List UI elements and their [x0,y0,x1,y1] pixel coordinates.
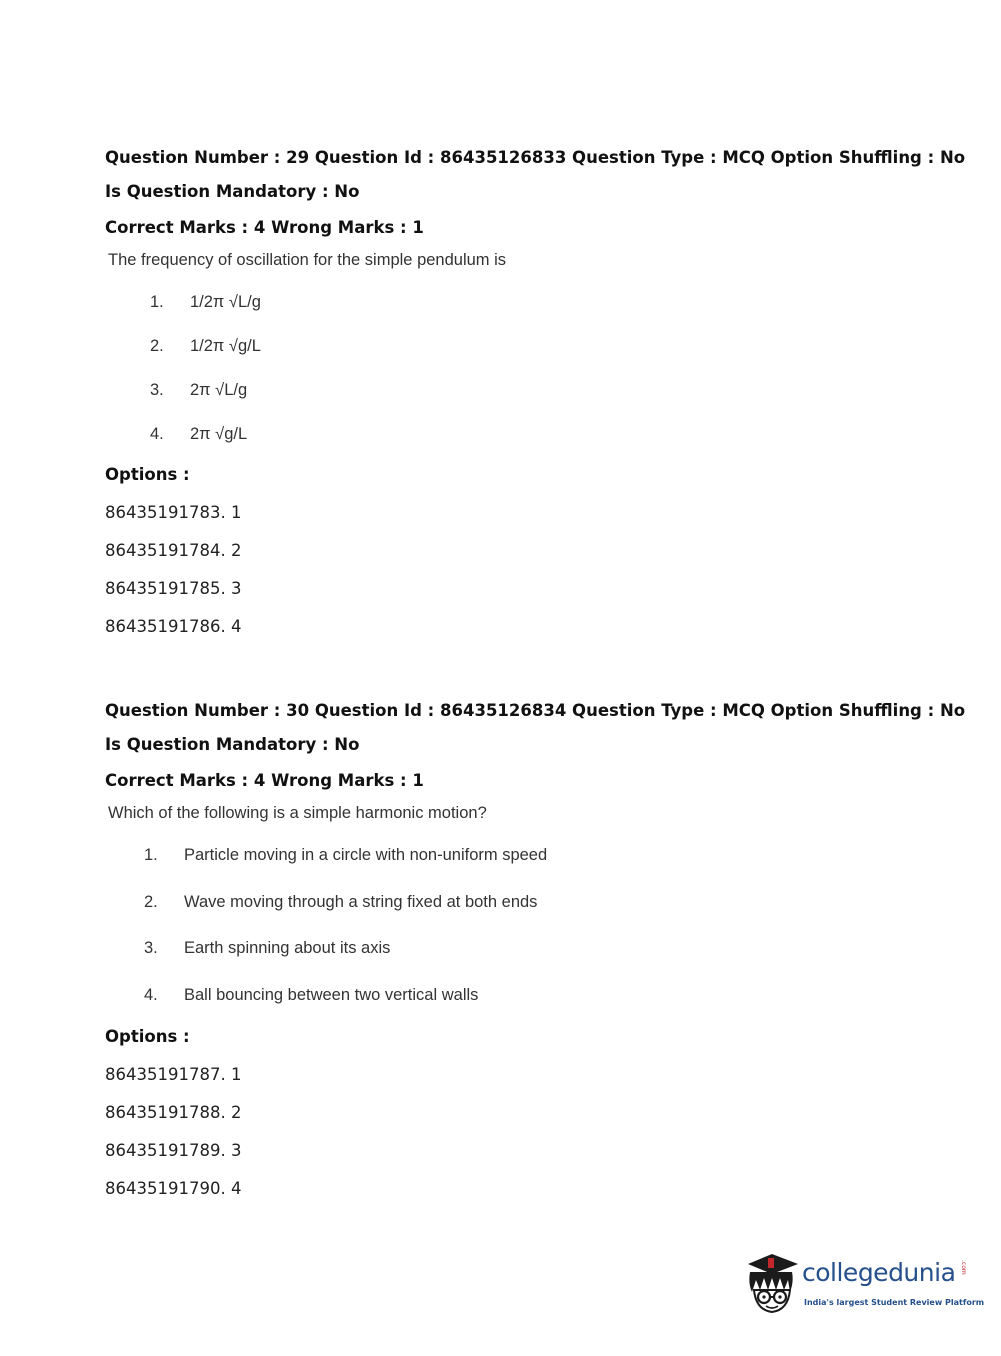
options-label: Options : [105,465,190,484]
choice-item [105,925,965,972]
question-marks: Correct Marks : 4 Wrong Marks : 1 [105,218,424,237]
question-header: Question Number : 30 Question Id : 86435126834 Question Type : MCQ Option Shuffling : No [105,701,966,720]
choice-number: 4. [150,425,164,443]
choice-number: 2. [144,892,158,911]
choice-item [105,879,965,926]
choice-list [105,832,965,1018]
question-stem: The frequency of oscillation for the simple pendulum is [108,251,507,269]
choice-text: Earth spinning about its axis [184,939,391,957]
option-id: 86435191788. 2 [105,1103,242,1122]
logo-wordmark: collegedunia [802,1258,956,1287]
question-29 [105,141,965,646]
option-id: 86435191784. 2 [105,541,242,560]
question-stem: Which of the following is a simple harmonic motion? [108,804,487,822]
question-mandatory: Is Question Mandatory : No [105,182,360,201]
option-id: 86435191787. 1 [105,1065,242,1084]
question-header: Question Number : 29 Question Id : 86435126833 Question Type : MCQ Option Shuffling : No [105,148,966,167]
choice-number: 3. [150,381,164,399]
option-id: 86435191790. 4 [105,1179,242,1198]
logo-suffix: .com [960,1260,967,1275]
choice-text: 1/2π √g/L [190,337,261,355]
option-id: 86435191785. 3 [105,579,242,598]
collegedunia-logo [742,1250,985,1320]
options-label: Options : [105,1027,190,1046]
choice-list [105,280,965,456]
question-marks: Correct Marks : 4 Wrong Marks : 1 [105,771,424,790]
choice-number: 2. [150,337,164,355]
choice-number: 1. [144,846,158,864]
option-id: 86435191783. 1 [105,503,242,522]
choice-text: Wave moving through a string fixed at both ends [184,892,538,911]
question-mandatory: Is Question Mandatory : No [105,735,360,754]
choice-item [105,368,965,412]
logo-tagline: India's largest Student Review Platform [804,1298,985,1307]
choice-text: Ball bouncing between two vertical walls [184,985,479,1004]
option-id: 86435191789. 3 [105,1141,242,1160]
choice-item [105,412,965,456]
choice-text: Particle moving in a circle with non-uniform speed [184,846,548,864]
choice-text: 2π √L/g [190,381,248,399]
question-30 [105,694,965,1208]
choice-item [105,972,965,1019]
choice-item [105,324,965,368]
choice-item [105,280,965,324]
option-id: 86435191786. 4 [105,617,242,636]
choice-text: 1/2π √L/g [190,293,261,311]
choice-text: 2π √g/L [190,425,248,443]
choice-item [105,832,965,879]
student-mascot-icon [742,1250,802,1320]
choice-number: 4. [144,985,158,1004]
choice-number: 1. [150,293,164,311]
choice-number: 3. [144,939,158,957]
